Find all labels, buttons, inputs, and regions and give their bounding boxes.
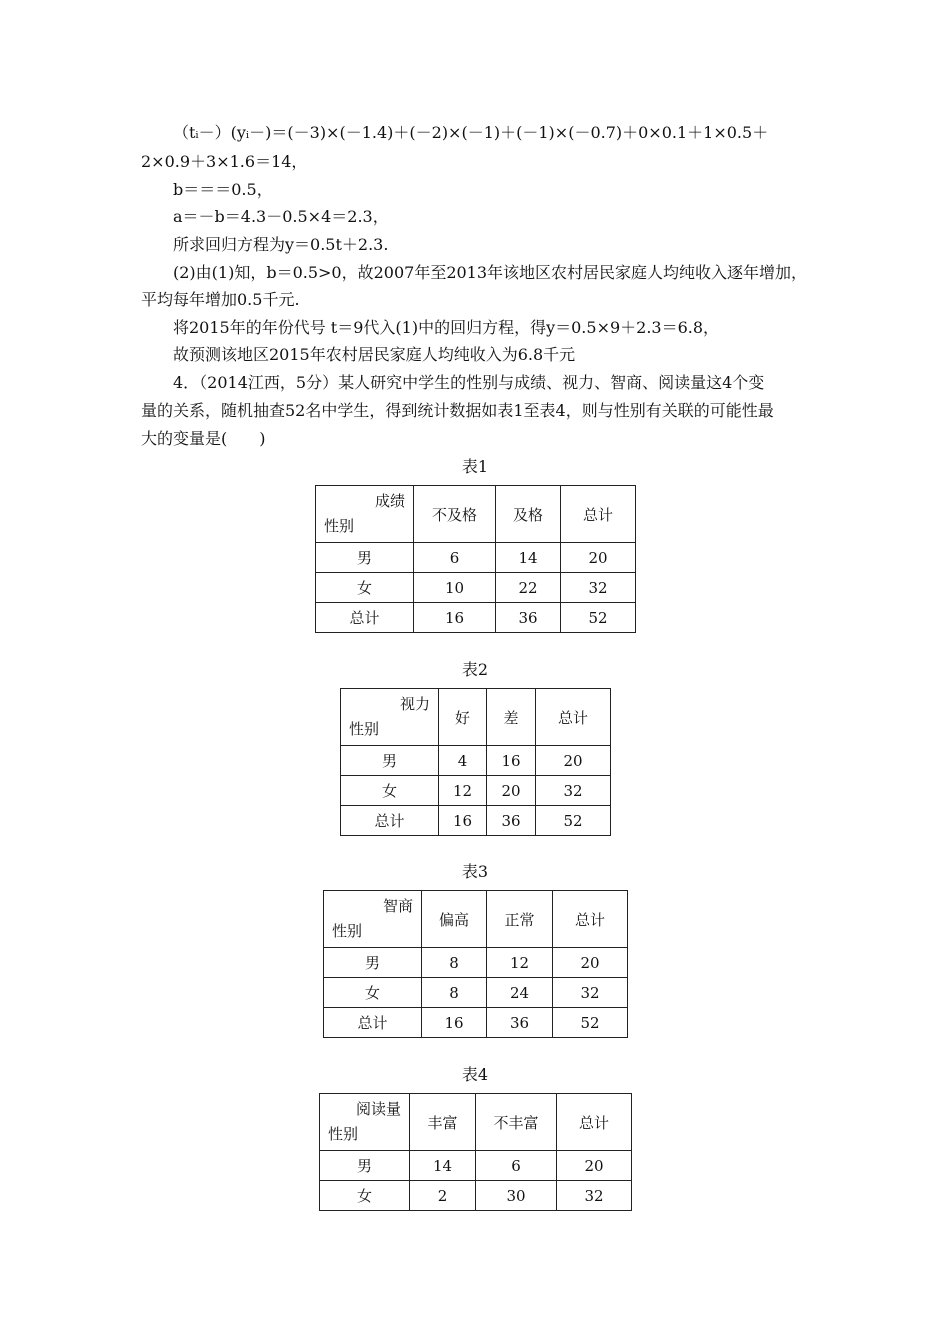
table-cell: 4: [439, 746, 487, 776]
table-row: [316, 603, 636, 633]
table-cell: 16: [487, 746, 536, 776]
table-1-header: 及格: [496, 486, 561, 543]
table-cell: 52: [561, 603, 636, 633]
table-cell: 8: [422, 948, 487, 978]
table-cell: 32: [553, 978, 628, 1008]
table-2-corner-column-label: 视力: [399, 695, 430, 713]
row-label: 女: [316, 573, 414, 603]
table-row: [341, 806, 611, 836]
table-row: [316, 573, 636, 603]
table-1-corner-column-label: 成绩: [374, 492, 405, 510]
table-cell: 24: [487, 978, 553, 1008]
table-cell: 52: [536, 806, 611, 836]
table-1: [315, 485, 636, 633]
table-cell: 12: [439, 776, 487, 806]
table-1-header: 总计: [561, 486, 636, 543]
table-cell: 36: [487, 1008, 553, 1038]
table-cell: 32: [561, 573, 636, 603]
table-cell: 16: [439, 806, 487, 836]
row-label: 男: [324, 948, 422, 978]
table-4-caption: 表4: [461, 1065, 489, 1084]
table-3-corner-column-label: 智商: [382, 897, 413, 915]
table-cell: 12: [487, 948, 553, 978]
table-cell: 8: [422, 978, 487, 1008]
solution-line-6: (2)由(1)知，b＝0.5>0，故2007年至2013年该地区农村居民家庭人均纯收入逐年增加，: [173, 263, 808, 282]
solution-line-2: 2×0.9＋3×1.6＝14，: [141, 152, 308, 171]
solution-line-1: （tᵢ－）(yᵢ－)＝(－3)×(－1.4)＋(－2)×(－1)＋(－1)×(－0.7)＋0×0.1＋1×0.5＋: [173, 123, 769, 142]
table-cell: 20: [557, 1151, 632, 1181]
solution-line-8: 将2015年的年份代号 t＝9代入(1)中的回归方程，得y＝0.5×9＋2.3＝6.8，: [173, 318, 720, 337]
row-label: 总计: [341, 806, 439, 836]
table-cell: 14: [496, 543, 561, 573]
solution-line-7: 平均每年增加0.5千元.: [141, 290, 300, 309]
table-2-caption: 表2: [461, 660, 489, 679]
table-2-corner-row-label: 性别: [349, 720, 380, 738]
table-row: [320, 1181, 632, 1211]
row-label: 男: [341, 746, 439, 776]
table-1-corner-cell: [316, 486, 414, 543]
table-3-header: 总计: [553, 891, 628, 948]
table-4-corner-column-label: 阅读量: [355, 1100, 401, 1118]
table-cell: 30: [476, 1181, 557, 1211]
table-cell: 20: [536, 746, 611, 776]
table-cell: 20: [561, 543, 636, 573]
table-4-header: 丰富: [410, 1094, 476, 1151]
table-cell: 6: [476, 1151, 557, 1181]
table-cell: 20: [487, 776, 536, 806]
table-row: [341, 776, 611, 806]
table-cell: 32: [536, 776, 611, 806]
table-3-caption: 表3: [461, 862, 489, 881]
table-4: [319, 1093, 632, 1211]
table-row: [341, 746, 611, 776]
table-cell: 22: [496, 573, 561, 603]
table-cell: 10: [414, 573, 496, 603]
table-4-header: 总计: [557, 1094, 632, 1151]
table-cell: 16: [414, 603, 496, 633]
table-3: [323, 890, 628, 1038]
table-4-corner-cell: [320, 1094, 410, 1151]
table-3-corner-row-label: 性别: [332, 922, 363, 940]
table-cell: 52: [553, 1008, 628, 1038]
table-cell: 32: [557, 1181, 632, 1211]
solution-line-9: 故预测该地区2015年农村居民家庭人均纯收入为6.8千元: [173, 345, 576, 364]
row-label: 女: [324, 978, 422, 1008]
table-2-header: 差: [487, 689, 536, 746]
table-row: [324, 948, 628, 978]
table-cell: 20: [553, 948, 628, 978]
table-2: [340, 688, 611, 836]
table-row: [316, 543, 636, 573]
question-line-2: 量的关系，随机抽查52名中学生，得到统计数据如表1至表4，则与性别有关联的可能性最: [141, 401, 774, 420]
solution-line-3: b＝＝＝0.5，: [173, 180, 273, 199]
table-1-caption: 表1: [461, 457, 489, 476]
solution-line-4: a＝－b＝4.3－0.5×4＝2.3，: [173, 207, 389, 226]
table-cell: 14: [410, 1151, 476, 1181]
table-cell: 6: [414, 543, 496, 573]
table-2-header: 总计: [536, 689, 611, 746]
row-label: 总计: [316, 603, 414, 633]
row-label: 女: [341, 776, 439, 806]
table-3-header: 偏高: [422, 891, 487, 948]
table-3-corner-cell: [324, 891, 422, 948]
table-2-header: 好: [439, 689, 487, 746]
table-cell: 36: [487, 806, 536, 836]
row-label: 总计: [324, 1008, 422, 1038]
table-row: [324, 1008, 628, 1038]
question-line-1: 4．（2014江西，5分）某人研究中学生的性别与成绩、视力、智商、阅读量这4个变: [173, 373, 765, 392]
row-label: 女: [320, 1181, 410, 1211]
row-label: 男: [320, 1151, 410, 1181]
table-row: [320, 1151, 632, 1181]
table-2-corner-cell: [341, 689, 439, 746]
table-1-corner-row-label: 性别: [324, 517, 355, 535]
question-line-3: 大的变量是( ): [141, 429, 266, 448]
table-cell: 36: [496, 603, 561, 633]
table-4-header: 不丰富: [476, 1094, 557, 1151]
table-4-corner-row-label: 性别: [328, 1125, 359, 1143]
table-1-header: 不及格: [414, 486, 496, 543]
table-cell: 2: [410, 1181, 476, 1211]
table-3-header: 正常: [487, 891, 553, 948]
solution-line-5: 所求回归方程为y＝0.5t＋2.3.: [173, 235, 389, 254]
table-cell: 16: [422, 1008, 487, 1038]
row-label: 男: [316, 543, 414, 573]
table-row: [324, 978, 628, 1008]
